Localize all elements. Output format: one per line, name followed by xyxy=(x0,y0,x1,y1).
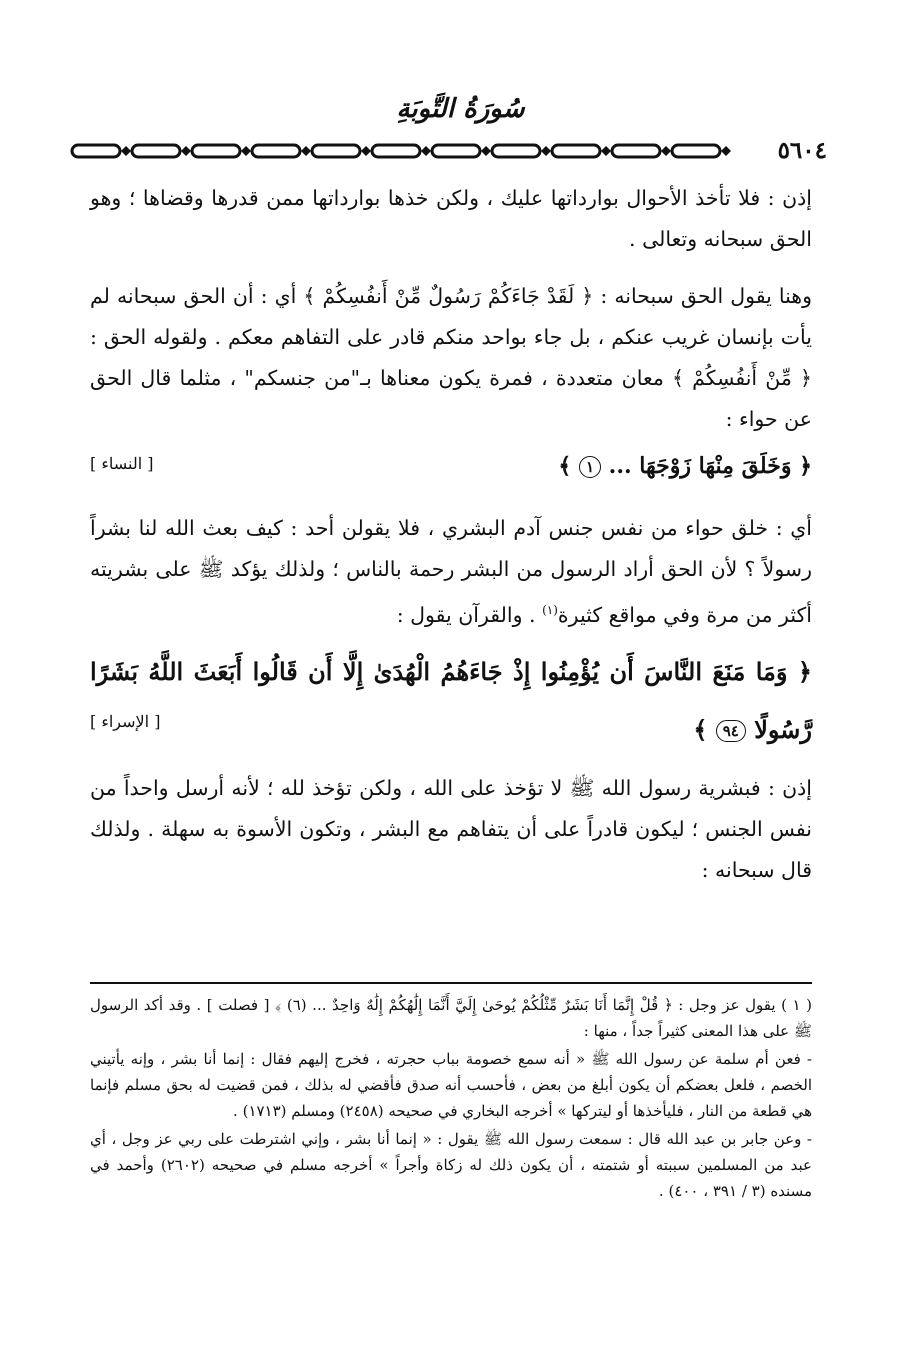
page-number: ٥٦٠٤ xyxy=(777,137,827,164)
surah-reference: [ النساء ] xyxy=(90,454,154,473)
verse-line-2: رَّسُولًا ٩٤ ﴾ xyxy=(693,714,812,744)
verse-line-1: ﴿ وَمَا مَنَعَ النَّاسَ أَن يُؤْمِنُوا إِذْ جَاءَهُمُ الْهُدَىٰ إِلَّا أَن قَالُوا أَبَعَثَ اللَّهُ بَشَرًا xyxy=(90,656,812,686)
paragraph-4: إذن : فبشرية رسول الله ﷺ لا تؤخذ على الله ، ولكن تؤخذ لله ؛ لأنه أرسل واحداً من نفس الجنس ؛ ليكون قادراً على أن يتفاهم مع البشر ، وتكون الأسوة به سهلة . ولذلك قال سبحانه : xyxy=(90,775,812,882)
ornament-diamond-1 xyxy=(181,146,191,156)
ornament-link-1 xyxy=(132,145,180,157)
ornament-diamond-5 xyxy=(421,146,431,156)
ornament-link-5 xyxy=(372,145,420,157)
page-header xyxy=(0,88,921,168)
ornament-diamond-7 xyxy=(541,146,551,156)
ornament-diamond-4 xyxy=(361,146,371,156)
ornament-link-7 xyxy=(492,145,540,157)
quran-verse-isra xyxy=(90,650,812,762)
ornament-link-8 xyxy=(552,145,600,157)
paragraph-3: أي : خلق حواء من نفس جنس آدم البشري ، فلا يقولن أحد : كيف بعث الله لنا بشراً رسولاً ؟ لأن الحق أراد الرسول من البشر رحمة بالناس ؛ ولذلك يؤكد ﷺ على بشريته أكثر من مرة وفي مواقع كثيرة$^{(١)}$ . والقرآن يقول : xyxy=(90,516,812,627)
ornament-diamond-9 xyxy=(661,146,671,156)
ornament-diamond-0 xyxy=(121,146,131,156)
surah-reference: [ الإسراء ] xyxy=(90,711,161,731)
footnote-marker: (١) xyxy=(542,603,558,617)
footnote-1: ( ١ ) يقول عز وجل : ﴿ قُلْ إِنَّمَا أَنَا بَشَرٌ مِّثْلُكُمْ يُوحَىٰ إِلَيَّ أَنَّمَا إِلَٰهُكُمْ إِلَٰهٌ وَاحِدٌ ... (٦) ﴾ [ فصلت ] . وقد أكد الرسول ﷺ على هذا المعنى كثيراً جداً ، منها : xyxy=(90,996,813,1040)
footnote-divider xyxy=(90,982,812,984)
ornament-diamond-10 xyxy=(721,146,731,156)
ornament-link-9 xyxy=(612,145,660,157)
ornament-link-3 xyxy=(252,145,300,157)
ornament-diamond-3 xyxy=(301,146,311,156)
ornament-link-0 xyxy=(72,145,120,157)
footnote-hadith-1: - فعن أم سلمة عن رسول الله ﷺ « أنه سمع خصومة بباب حجرته ، فخرج إليهم فقال : إنما أنا بشر ، وإنه يأتيني الخصم ، فلعل بعضكم أن يكون أبلغ من بعض ، فأحسب أنه صدق فأقضي له بذلك ، فمن قضيت له بحق مسلم فإنما هي قطعة من النار ، فليأخذها أو ليتركها » أخرجه البخاري في صحيحه (٢٤٥٨) ومسلم (١٧١٣) . xyxy=(90,1050,812,1120)
surah-title: سُورَةُ التَّوبَةِ xyxy=(396,94,525,124)
paragraph-2: وهنا يقول الحق سبحانه : ﴿ لَقَدْ جَاءَكُمْ رَسُولٌ مِّنْ أَنفُسِكُمْ ﴾ أي : أن الحق سبحانه لم يأت بإنسان غريب عنكم ، بل جاء بواحد منكم قادر على التفاهم معكم . ولقوله الحق : ﴿ مِّنْ أَنفُسِكُمْ ﴾ معان متعددة ، فمرة يكون معناها بـ"من جنسكم" ، مثلما قال الحق عن حواء : xyxy=(90,284,812,431)
ayah-number-badge: ٩٤ xyxy=(716,720,746,742)
ornament-link-4 xyxy=(312,145,360,157)
ornament-link-10 xyxy=(672,145,720,157)
header-ornament-border xyxy=(70,140,810,162)
main-text xyxy=(90,178,812,891)
paragraph-1: إذن : فلا تأخذ الأحوال بوارداتها عليك ، ولكن خذها بوارداتها ممن قدرها وقضاها ؛ وهو الحق سبحانه وتعالى . xyxy=(90,186,812,251)
ornament-diamond-2 xyxy=(241,146,251,156)
footnotes xyxy=(90,992,812,1206)
ornament-link-2 xyxy=(192,145,240,157)
ayah-number-badge: ١ xyxy=(579,456,601,478)
footnote-hadith-2: - وعن جابر بن عبد الله قال : سمعت رسول الله ﷺ يقول : « إنما أنا بشر ، وإني اشترطت على ربي عز وجل ، أي عبد من المسلمين سببته أو شتمته ، أن يكون ذلك له زكاة وأجراً » أخرجه مسلم في صحيحه (٢٦٠٢) وأحمد في مسنده (٣ / ٣٩١ ، ٤٠٠) . xyxy=(90,1130,812,1200)
verse-text: ﴿ وَخَلَقَ مِنْهَا زَوْجَهَا ... ١ ﴾ xyxy=(558,453,812,479)
ornament-link-6 xyxy=(432,145,480,157)
ornament-diamond-6 xyxy=(481,146,491,156)
quran-verse-nisa xyxy=(90,440,812,492)
ornament-diamond-8 xyxy=(601,146,611,156)
